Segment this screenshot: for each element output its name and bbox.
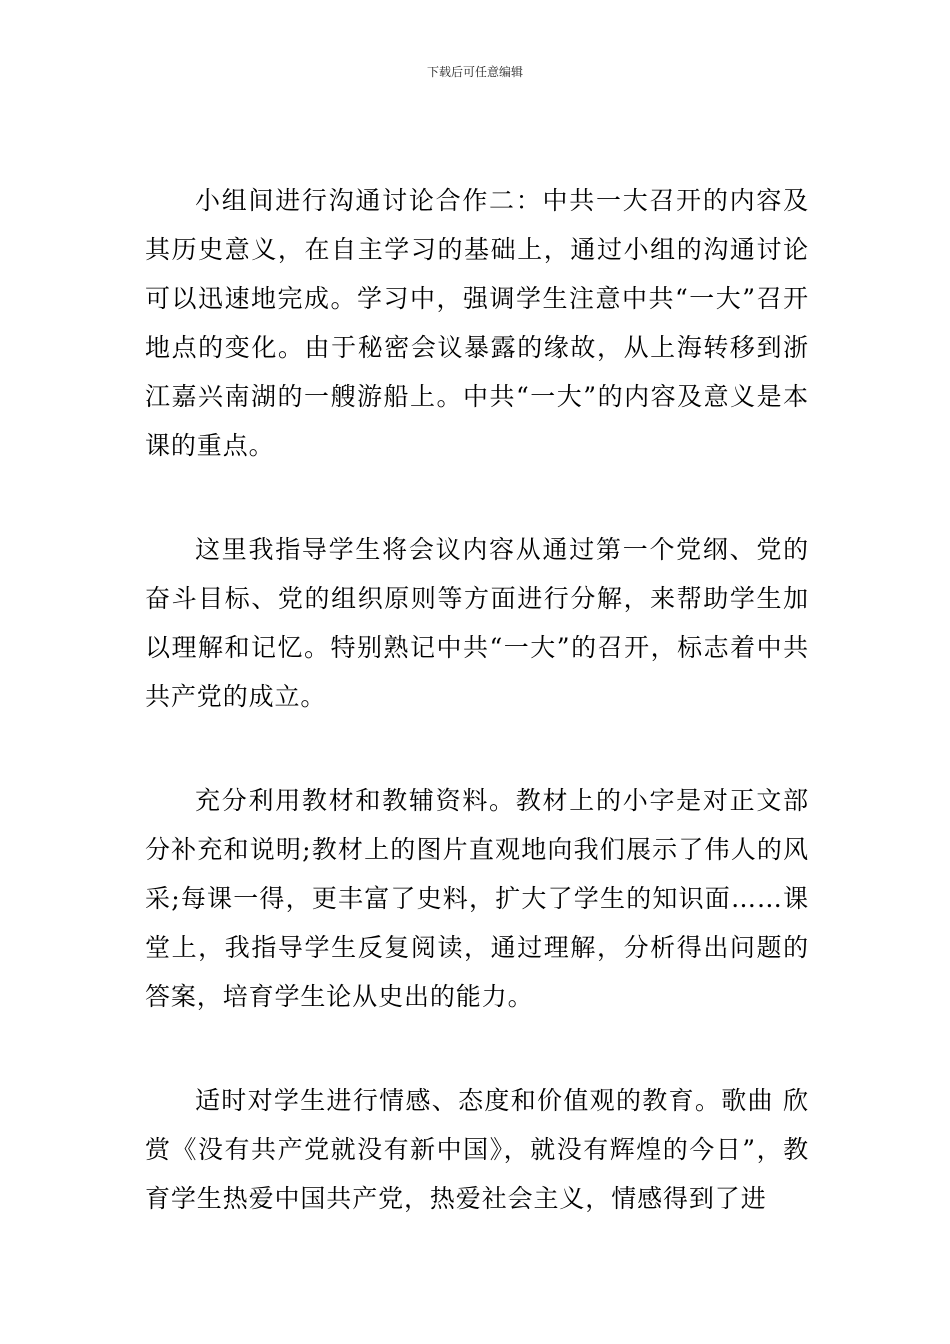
paragraph-4: 适时对学生进行情感、态度和价值观的教育。歌曲 欣赏《没有共产党就没有新中国》，就没有辉煌的今日”，教育学生热爱中国共产党，热爱社会主义，情感得到了进 (145, 1086, 809, 1213)
page-header: 下载后可任意编辑 (426, 65, 523, 79)
document-body (145, 176, 809, 1223)
paragraph-3: 充分利用教材和教辅资料。教材上的小字是对正文部分补充和说明;教材上的图片直观地向我们展示了伟人的风采;每课一得，更丰富了史料，扩大了学生的知识面……课堂上，我指导学生反复阅读，通过理解，分析得出问题的答案，培育学生论从史出的能力。 (145, 786, 809, 1011)
paragraph-1: 小组间进行沟通讨论合作二：中共一大召开的内容及其历史意义，在自主学习的基础上，通过小组的沟通讨论可以迅速地完成。学习中，强调学生注意中共“一大”召开地点的变化。由于秘密会议暴露的缘故，从上海转移到浙江嘉兴南湖的一艘游船上。中共“一大”的内容及意义是本课的重点。 (145, 186, 809, 460)
paragraph-2: 这里我指导学生将会议内容从通过第一个党纲、党的奋斗目标、党的组织原则等方面进行分解，来帮助学生加以理解和记忆。特别熟记中共“一大”的召开，标志着中共共产党的成立。 (145, 535, 809, 711)
